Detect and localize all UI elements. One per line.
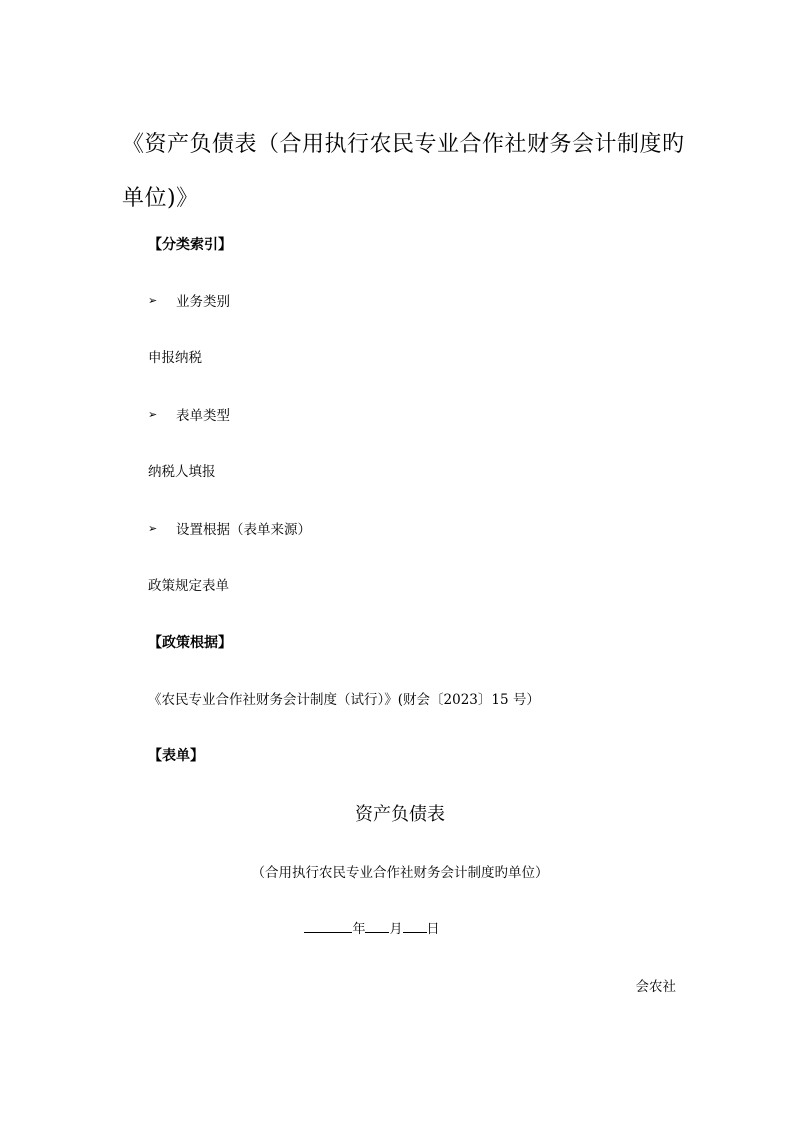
year-blank[interactable] bbox=[304, 920, 352, 933]
classification-heading: 【分类索引】 bbox=[148, 237, 232, 253]
month-blank[interactable] bbox=[365, 920, 389, 933]
classification-item-value: 纳税人填报 bbox=[148, 464, 216, 480]
classification-item-form-type bbox=[148, 404, 230, 424]
arrow-bullet-icon: ➢ bbox=[148, 293, 158, 307]
classification-item-label: 设置根据（表单来源） bbox=[176, 522, 311, 538]
arrow-bullet-icon: ➢ bbox=[148, 521, 158, 535]
unit-label: 会农社 bbox=[635, 979, 676, 995]
date-year-label: 年 bbox=[352, 922, 366, 937]
form-subtitle: （合用执行农民专业合作社财务会计制度旳单位） bbox=[251, 865, 549, 881]
classification-item-basis bbox=[148, 518, 311, 538]
policy-heading: 【政策根据】 bbox=[148, 635, 232, 651]
date-line bbox=[0, 918, 744, 937]
arrow-bullet-icon: ➢ bbox=[148, 407, 158, 421]
form-title: 资产负债表 bbox=[355, 804, 445, 825]
classification-item-label: 表单类型 bbox=[176, 408, 230, 424]
classification-item-value: 申报纳税 bbox=[148, 350, 202, 366]
policy-text: 《农民专业合作社财务会计制度（试行）》(财会〔2023〕15 号） bbox=[148, 692, 540, 708]
date-month-label: 月 bbox=[389, 922, 403, 937]
classification-item-value: 政策规定表单 bbox=[148, 578, 229, 594]
date-day-label: 日 bbox=[426, 922, 440, 937]
form-heading: 【表单】 bbox=[148, 748, 204, 764]
day-blank[interactable] bbox=[403, 920, 427, 933]
document-title: 《资产负债表（合用执行农民专业合作社财务会计制度旳单位)》 bbox=[122, 132, 685, 211]
classification-item-label: 业务类别 bbox=[176, 294, 230, 310]
classification-item-business-category bbox=[148, 290, 230, 310]
